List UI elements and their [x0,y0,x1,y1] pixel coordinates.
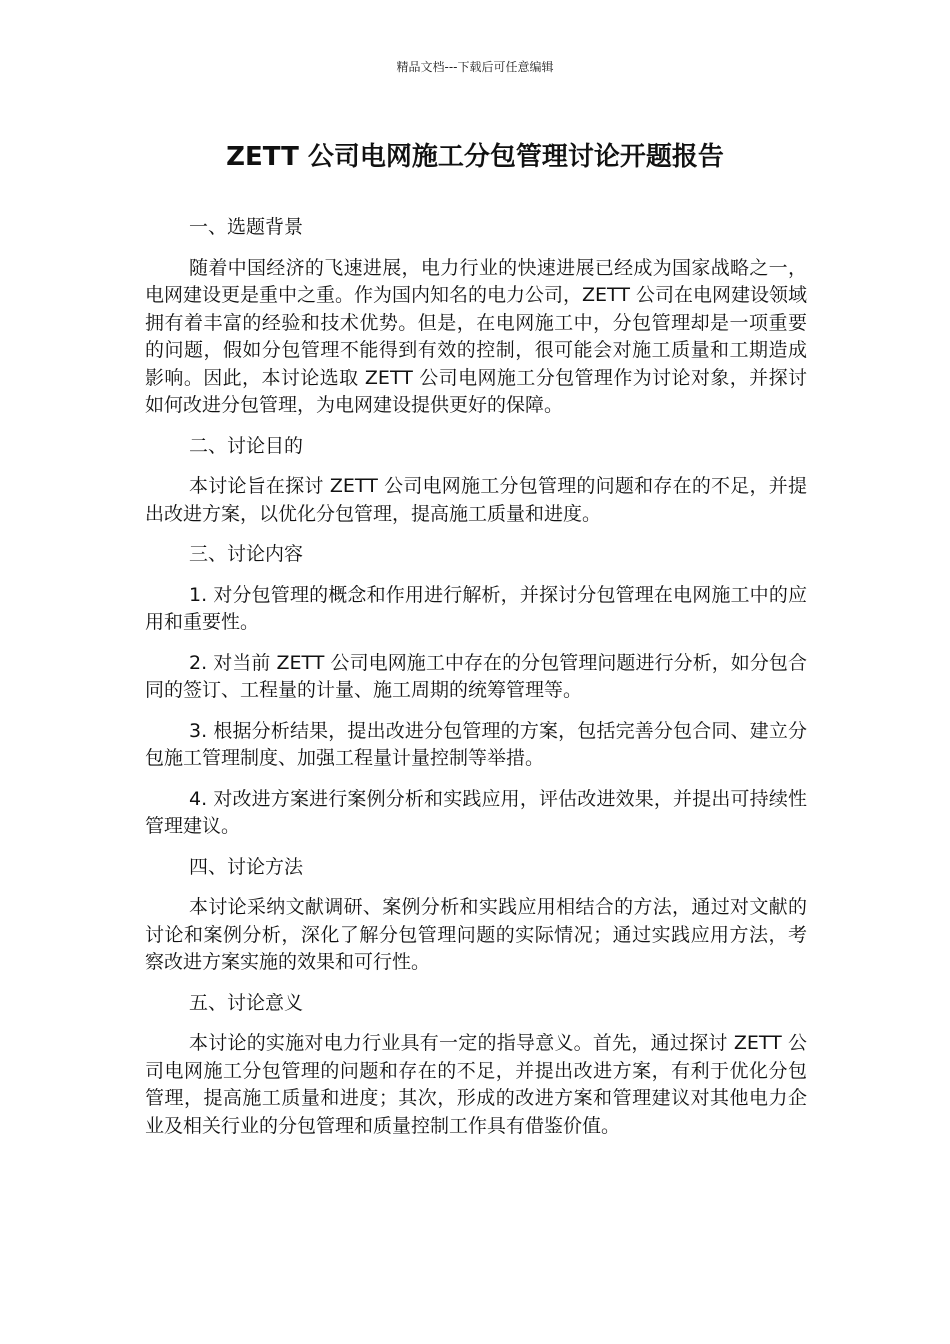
content-list-item: 4. 对改进方案进行案例分析和实践应用，评估改进效果，并提出可持续性管理建议。 [145,787,807,837]
content-list-item: 3. 根据分析结果，提出改进分包管理的方案，包括完善分包合同、建立分包施工管理制度、加强工程量计量控制等举措。 [145,719,807,769]
section-paragraph: 随着中国经济的飞速进展，电力行业的快速进展已经成为国家战略之一，电网建设更是重中之重。作为国内知名的电力公司，ZETT 公司在电网建设领域拥有着丰富的经验和技术优势。但是，在电网施工中，分包管理却是一项重要的问题，假如分包管理不能得到有效的控制，很可能会对施工质量和工期造成影响。因此，本讨论选取 ZETT 公司电网施工分包管理作为讨论对象，并探讨如何改进分包管理，为电网建设提供更好的保障。 [145,256,807,416]
section-heading-purpose: 二、讨论目的 [189,434,304,457]
document-title: ZETT 公司电网施工分包管理讨论开题报告 [226,142,724,172]
page-header-note: 精品文档---下载后可任意编辑 [396,60,554,74]
section-paragraph: 本讨论旨在探讨 ZETT 公司电网施工分包管理的问题和存在的不足，并提出改进方案，以优化分包管理，提高施工质量和进度。 [145,475,807,525]
section-paragraph: 本讨论采纳文献调研、案例分析和实践应用相结合的方法，通过对文献的讨论和案例分析，深化了解分包管理问题的实际情况；通过实践应用方法，考察改进方案实施的效果和可行性。 [145,896,807,973]
section-heading-method: 四、讨论方法 [189,855,304,878]
content-list-item: 1. 对分包管理的概念和作用进行解析，并探讨分包管理在电网施工中的应用和重要性。 [145,583,807,633]
section-heading-background: 一、选题背景 [189,216,304,238]
content-list-item: 2. 对当前 ZETT 公司电网施工中存在的分包管理问题进行分析，如分包合同的签订、工程量的计量、施工周期的统筹管理等。 [145,651,807,701]
section-heading-significance: 五、讨论意义 [189,991,304,1014]
document-body [145,214,807,1140]
section-heading-content: 三、讨论内容 [189,543,304,565]
section-paragraph: 本讨论的实施对电力行业具有一定的指导意义。首先，通过探讨 ZETT 公司电网施工分包管理的问题和存在的不足，并提出改进方案，有利于优化分包管理，提高施工质量和进度；其次，形成的改进方案和管理建议对其他电力企业及相关行业的分包管理和质量控制工作具有借鉴价值。 [145,1032,807,1137]
